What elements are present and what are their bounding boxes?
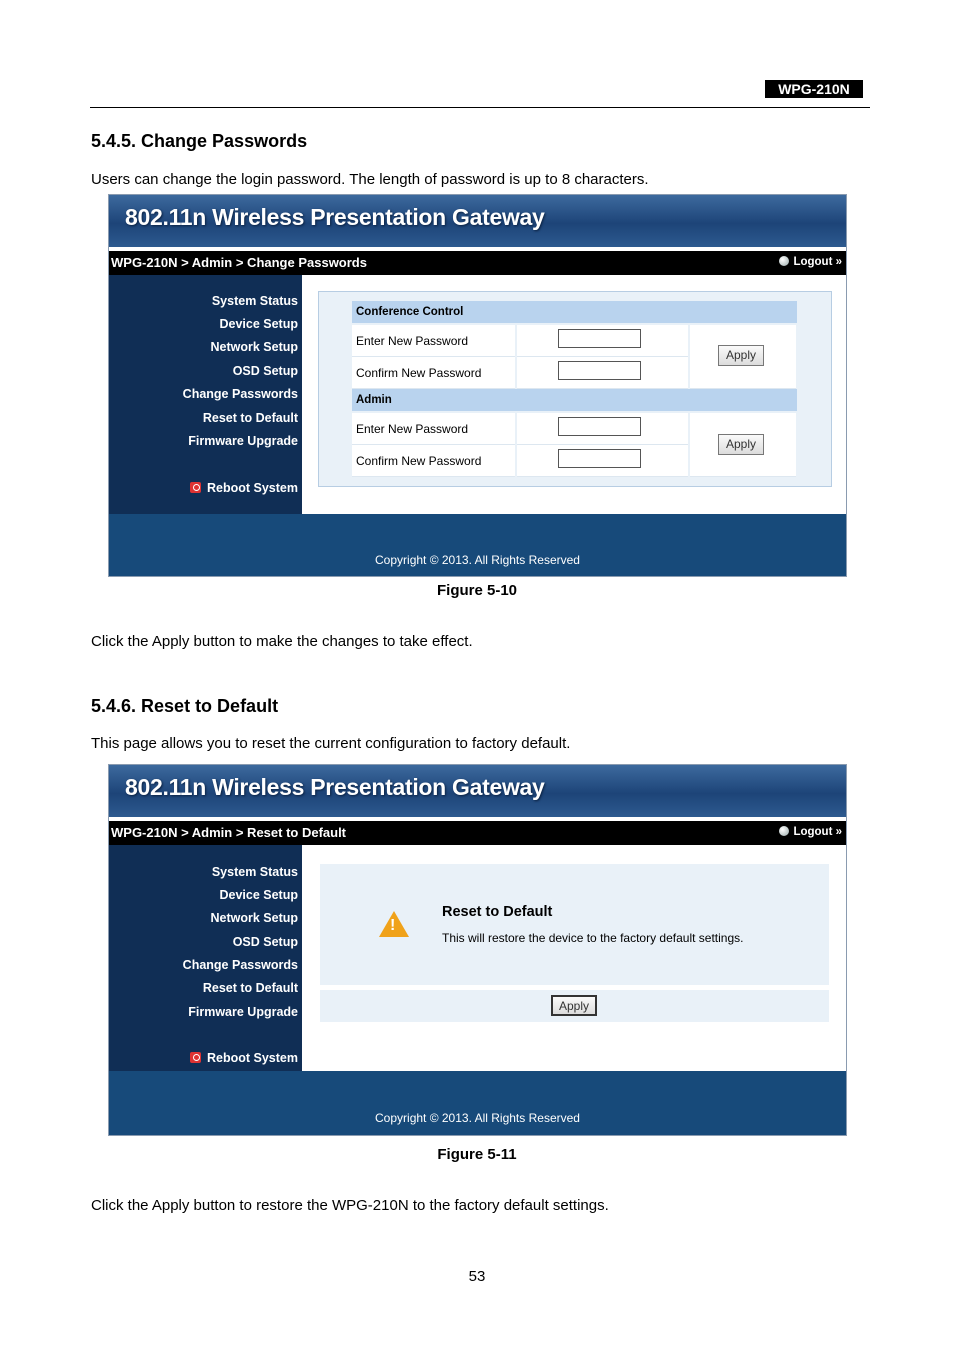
breadcrumb-bar xyxy=(109,821,846,845)
conference-new-password-label: Enter New Password xyxy=(356,334,469,348)
logout-link[interactable] xyxy=(779,826,842,838)
nav-reboot-system[interactable] xyxy=(190,481,298,495)
figure-caption: Figure 5-11 xyxy=(437,1146,517,1163)
conference-confirm-password-input[interactable] xyxy=(558,361,641,380)
section-heading-change-passwords: 5.4.5. Change Passwords xyxy=(91,131,308,151)
figure-reset-to-default-screenshot xyxy=(108,764,847,1136)
reset-button-row xyxy=(320,990,829,1022)
sidebar-nav xyxy=(109,275,302,514)
gateway-banner xyxy=(109,195,846,247)
reset-panel xyxy=(320,864,829,985)
page-number: 53 xyxy=(468,1268,486,1285)
logout-link[interactable] xyxy=(779,256,842,268)
header-rule xyxy=(90,107,870,108)
nav-firmware-upgrade[interactable]: Firmware Upgrade xyxy=(188,1005,298,1019)
breadcrumb: WPG-210N > Admin > Change Passwords xyxy=(111,255,367,270)
nav-reset-to-default[interactable]: Reset to Default xyxy=(202,411,298,425)
reset-panel-text: This will restore the device to the factory default settings. xyxy=(442,931,744,945)
password-panel xyxy=(318,291,832,487)
nav-network-setup[interactable]: Network Setup xyxy=(210,911,298,925)
nav-change-passwords[interactable]: Change Passwords xyxy=(182,387,298,401)
gateway-footer xyxy=(109,1071,846,1135)
nav-network-setup[interactable]: Network Setup xyxy=(210,340,298,354)
section-intro: Users can change the login password. The length of password is up to 8 characters. xyxy=(91,171,649,188)
model-tag: WPG-210N xyxy=(765,80,863,98)
section-note: Click the Apply button to restore the WPG-210N to the factory default settings. xyxy=(91,1197,609,1214)
copyright: Copyright © 2013. All Rights Reserved xyxy=(375,1111,580,1125)
logout-label: Logout » xyxy=(793,826,842,838)
admin-apply-button[interactable]: Apply xyxy=(718,434,764,455)
admin-confirm-password-label: Confirm New Password xyxy=(356,454,482,468)
nav-osd-setup[interactable]: OSD Setup xyxy=(232,364,298,378)
nav-change-passwords[interactable]: Change Passwords xyxy=(182,958,298,972)
nav-system-status[interactable]: System Status xyxy=(211,294,298,308)
logout-icon xyxy=(779,256,789,266)
reset-panel-title: Reset to Default xyxy=(442,904,553,920)
reboot-label: Reboot System xyxy=(207,1051,298,1065)
reset-apply-button[interactable]: Apply xyxy=(551,995,597,1016)
power-icon xyxy=(190,1052,201,1063)
figure-caption: Figure 5-10 xyxy=(436,582,518,599)
nav-reset-to-default[interactable]: Reset to Default xyxy=(202,981,298,995)
breadcrumb-bar xyxy=(109,251,846,275)
admin-confirm-password-input[interactable] xyxy=(558,449,641,468)
conference-apply-button[interactable]: Apply xyxy=(718,345,764,366)
admin-new-password-input[interactable] xyxy=(558,417,641,436)
nav-device-setup[interactable]: Device Setup xyxy=(219,317,298,331)
logout-label: Logout » xyxy=(793,256,842,268)
admin-header: Admin xyxy=(352,389,797,411)
nav-reboot-system[interactable] xyxy=(190,1051,298,1065)
gateway-footer xyxy=(109,514,846,576)
nav-firmware-upgrade[interactable]: Firmware Upgrade xyxy=(188,434,298,448)
gateway-banner xyxy=(109,765,846,817)
conference-control-header: Conference Control xyxy=(352,301,797,323)
breadcrumb: WPG-210N > Admin > Reset to Default xyxy=(111,825,347,840)
section-heading-reset-to-default: 5.4.6. Reset to Default xyxy=(91,696,279,716)
section-intro: This page allows you to reset the current configuration to factory default. xyxy=(91,735,571,752)
figure-change-passwords-screenshot xyxy=(108,194,847,577)
admin-new-password-label: Enter New Password xyxy=(356,422,469,436)
section-note: Click the Apply button to make the changes to take effect. xyxy=(91,633,473,650)
power-icon xyxy=(190,482,201,493)
conference-new-password-input[interactable] xyxy=(558,329,641,348)
nav-system-status[interactable]: System Status xyxy=(211,865,298,879)
gateway-title: 802.11n Wireless Presentation Gateway xyxy=(125,204,545,230)
nav-device-setup[interactable]: Device Setup xyxy=(219,888,298,902)
copyright: Copyright © 2013. All Rights Reserved xyxy=(375,553,580,567)
warning-exclamation: ! xyxy=(390,917,396,934)
gateway-title: 802.11n Wireless Presentation Gateway xyxy=(125,774,545,800)
nav-osd-setup[interactable]: OSD Setup xyxy=(232,935,298,949)
sidebar-nav xyxy=(109,845,302,1071)
logout-icon xyxy=(779,826,789,836)
conference-confirm-password-label: Confirm New Password xyxy=(356,366,482,380)
reboot-label: Reboot System xyxy=(207,481,298,495)
